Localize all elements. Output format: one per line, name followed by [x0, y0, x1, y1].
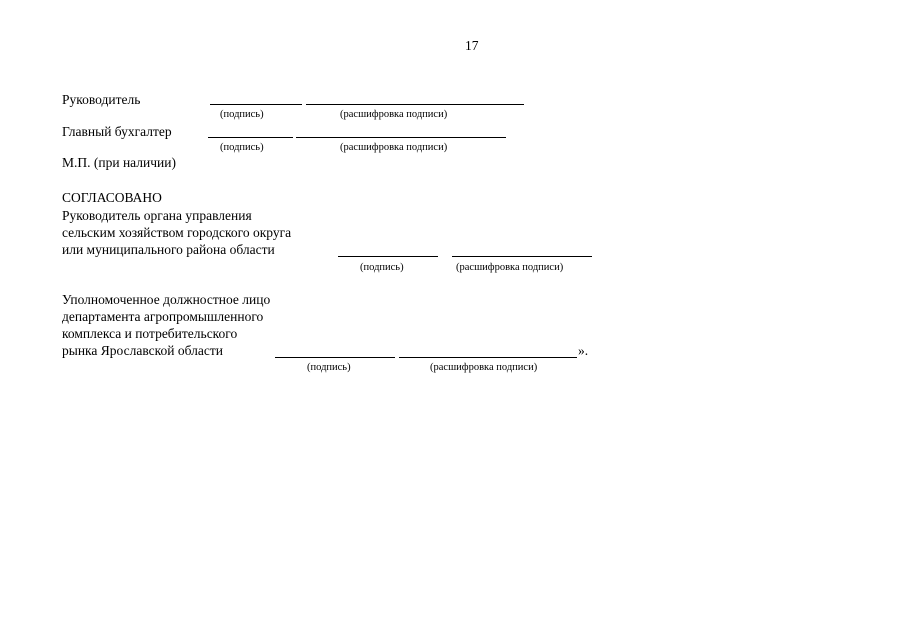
chief-accountant-decoding-line	[296, 137, 506, 138]
agreed-signature-line	[338, 256, 438, 257]
manager-signature-line	[210, 104, 302, 105]
chief-accountant-signature-caption: (подпись)	[220, 142, 264, 153]
chief-accountant-decoding-caption: (расшифровка подписи)	[340, 142, 448, 153]
manager-decoding-caption: (расшифровка подписи)	[340, 109, 448, 120]
agreed-decoding-line	[452, 256, 592, 257]
official-role-line: Уполномоченное должностное лицо	[62, 292, 271, 307]
agreed-decoding-caption: (расшифровка подписи)	[456, 262, 564, 273]
chief-accountant-signature-line	[208, 137, 293, 138]
agreed-role-line: Руководитель органа управления	[62, 208, 252, 223]
official-signature-line	[275, 357, 395, 358]
page-number: 17	[465, 38, 479, 53]
manager-label: Руководитель	[62, 92, 141, 107]
agreed-role-line: сельским хозяйством городского округа	[62, 225, 292, 240]
official-decoding-caption: (расшифровка подписи)	[430, 362, 538, 373]
official-role-line: рынка Ярославской области	[62, 343, 223, 358]
seal-note: М.П. (при наличии)	[62, 155, 176, 170]
agreed-role-line: или муниципального района области	[62, 242, 275, 257]
official-role-line: департамента агропромышленного	[62, 309, 264, 324]
official-line-end: ».	[578, 343, 589, 358]
official-role-line: комплекса и потребительского	[62, 326, 238, 341]
chief-accountant-label: Главный бухгалтер	[62, 124, 172, 139]
manager-decoding-line	[306, 104, 524, 105]
official-decoding-line	[399, 357, 577, 358]
agreed-heading: СОГЛАСОВАНО	[62, 190, 162, 205]
official-signature-caption: (подпись)	[307, 362, 351, 373]
manager-signature-caption: (подпись)	[220, 109, 264, 120]
agreed-signature-caption: (подпись)	[360, 262, 404, 273]
